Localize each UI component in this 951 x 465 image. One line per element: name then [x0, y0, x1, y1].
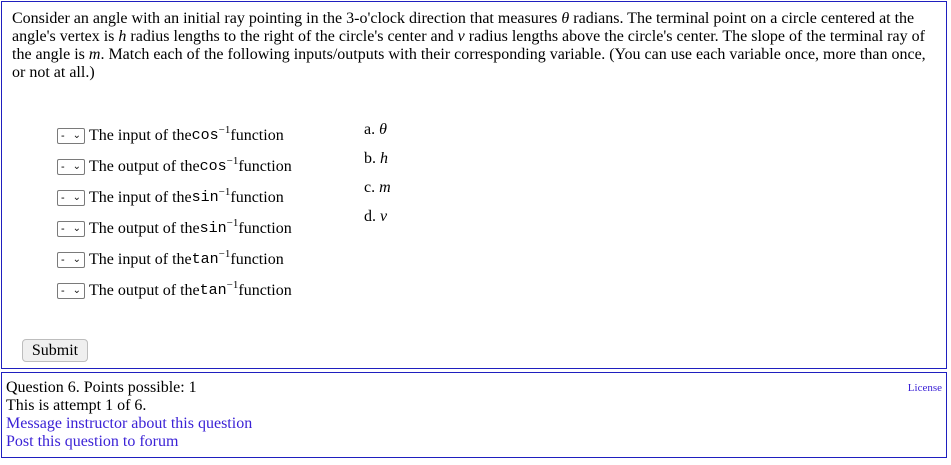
row-label: The input of the — [89, 250, 192, 268]
match-select[interactable] — [57, 221, 85, 237]
function-name: cos — [191, 127, 219, 144]
answer-option — [364, 178, 391, 207]
row-label: The output of the — [89, 219, 200, 237]
answer-option — [364, 207, 391, 236]
match-select[interactable] — [57, 159, 85, 175]
inverse-superscript: −1 — [218, 123, 231, 136]
row-label: function — [238, 219, 292, 237]
license-link[interactable]: License — [907, 382, 942, 394]
chevron-down-icon: ⌄ — [72, 254, 81, 265]
prompt-text: Consider an angle with an initial ray pointing in the 3-o'clock direction that measures — [12, 10, 562, 27]
function-name: tan — [191, 251, 219, 268]
prompt-text: radians. The terminal point on a circle centered at the angle's vertex is — [12, 10, 915, 45]
row-label: function — [238, 157, 292, 175]
match-row — [57, 213, 292, 244]
prompt-text: radius lengths above the circle's center. The slope of the terminal ray of the angle is — [12, 28, 925, 63]
prompt-text: radius lengths to the right of the circle's center and — [126, 28, 458, 45]
row-label: function — [230, 188, 284, 206]
answer-variable: θ — [379, 121, 387, 138]
chevron-down-icon: ⌄ — [72, 130, 81, 141]
answer-letter: b. — [364, 150, 376, 167]
row-label: function — [230, 126, 284, 144]
select-value: - — [61, 253, 65, 266]
v-symbol: v — [457, 28, 465, 45]
m-symbol: m — [88, 46, 101, 63]
row-label: function — [238, 281, 292, 299]
answer-option — [364, 149, 391, 178]
row-label: The output of the — [89, 281, 200, 299]
answer-variable: v — [380, 208, 388, 225]
function-name: cos — [199, 158, 227, 175]
attempt-info: This is attempt 1 of 6. — [6, 397, 147, 414]
match-row — [57, 244, 292, 275]
answer-option — [364, 120, 391, 149]
match-row — [57, 275, 292, 306]
post-to-forum-link[interactable]: Post this question to forum — [6, 433, 179, 450]
answer-letter: d. — [364, 208, 376, 225]
chevron-down-icon: ⌄ — [72, 285, 81, 296]
select-value: - — [61, 160, 65, 173]
match-row — [57, 182, 292, 213]
h-symbol: h — [118, 28, 127, 45]
match-select[interactable] — [57, 252, 85, 268]
row-label: The input of the — [89, 126, 192, 144]
function-name: tan — [199, 282, 227, 299]
select-value: - — [61, 222, 65, 235]
row-label: The output of the — [89, 157, 200, 175]
function-name: sin — [191, 189, 219, 206]
question-info: Question 6. Points possible: 1 — [6, 379, 197, 396]
match-select[interactable] — [57, 190, 85, 206]
chevron-down-icon: ⌄ — [72, 161, 81, 172]
prompt-text: . Match each of the following inputs/outputs with their corresponding variable. (You can use each variable once, more than once, or not at all.) — [12, 46, 926, 81]
select-value: - — [61, 191, 65, 204]
question-prompt — [12, 10, 940, 82]
inverse-superscript: −1 — [226, 216, 239, 229]
select-value: - — [61, 129, 65, 142]
match-row — [57, 151, 292, 182]
inverse-superscript: −1 — [218, 185, 231, 198]
match-rows — [57, 120, 292, 306]
answer-letter: a. — [364, 121, 376, 138]
theta-symbol: θ — [561, 10, 570, 27]
answer-letter: c. — [364, 179, 376, 196]
function-name: sin — [199, 220, 227, 237]
message-instructor-link[interactable]: Message instructor about this question — [6, 415, 253, 432]
inverse-superscript: −1 — [218, 247, 231, 260]
match-select[interactable] — [57, 128, 85, 144]
row-label: function — [230, 250, 284, 268]
question-footer — [1, 372, 947, 458]
row-label: The input of the — [89, 188, 192, 206]
match-row — [57, 120, 292, 151]
question-frame — [1, 1, 947, 369]
answer-choices — [364, 120, 391, 236]
answer-variable: m — [379, 179, 391, 196]
inverse-superscript: −1 — [226, 278, 239, 291]
answer-variable: h — [380, 150, 388, 167]
inverse-superscript: −1 — [226, 154, 239, 167]
chevron-down-icon: ⌄ — [72, 192, 81, 203]
select-value: - — [61, 284, 65, 297]
match-select[interactable] — [57, 283, 85, 299]
chevron-down-icon: ⌄ — [72, 223, 81, 234]
submit-button[interactable]: Submit — [22, 339, 88, 362]
